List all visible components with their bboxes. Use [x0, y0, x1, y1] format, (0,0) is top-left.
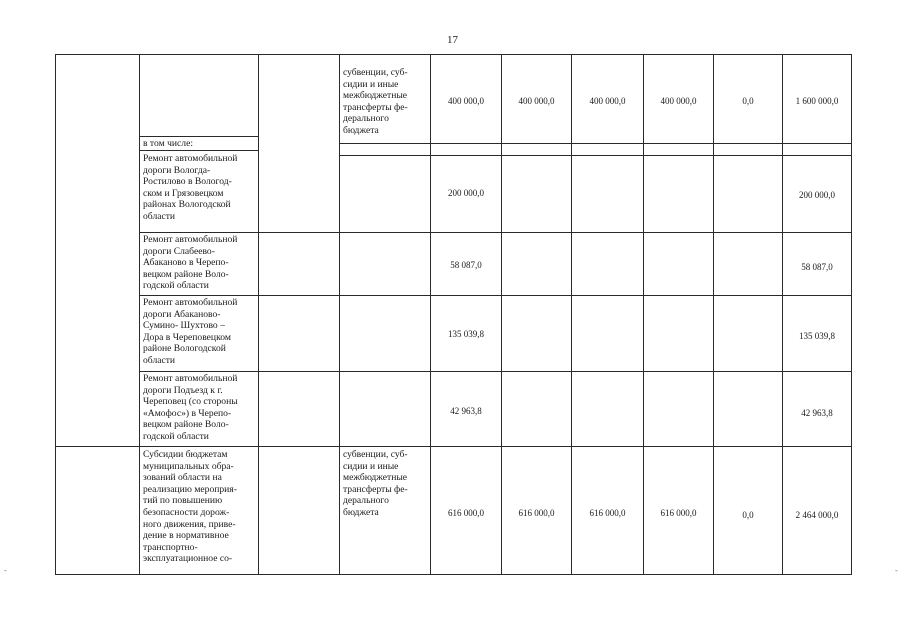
- value-cell: 58 087,0: [450, 260, 482, 270]
- column-divider: [501, 54, 502, 575]
- row-description: Ремонт автомобильной дороги Вологда- Ростилово в Вологод- ском и Грязовецком районах Вологодской области: [143, 153, 238, 222]
- table-border-right: [851, 54, 852, 575]
- page-number: 17: [447, 34, 458, 46]
- value-cell: 400 000,0: [660, 96, 697, 106]
- value-cell: 1 600 000,0: [795, 96, 839, 106]
- column-divider: [339, 54, 340, 575]
- row-description: Ремонт автомобильной дороги Абаканово- Сумино- Шухтово – Дора в Череповецком районе Вологодской области: [143, 297, 238, 366]
- row-description: Ремонт автомобильной дороги Слабеево- Абаканово в Черепо- вецком районе Воло- годской области: [143, 234, 238, 292]
- row-description: Ремонт автомобильной дороги Подъезд к г. Череповец (со стороны «Амофос») в Черепо- вецком районе Воло- годской области: [143, 373, 238, 442]
- row-divider: [139, 371, 852, 372]
- value-cell: 400 000,0: [589, 96, 626, 106]
- value-cell: 0,0: [742, 510, 754, 520]
- column-divider: [139, 54, 140, 575]
- column-divider: [782, 54, 783, 575]
- funding-source-cell: субвенции, суб- сидии и иные межбюджетные трансферты фе- дерального бюджета: [343, 67, 408, 136]
- value-cell: 135 039,8: [448, 329, 484, 339]
- table-border-top: [55, 54, 852, 55]
- table-border-left: [55, 54, 56, 575]
- row-divider: [139, 295, 852, 296]
- row-description: Субсидии бюджетам муниципальных обра- зований области на реализацию мероприя- тий по повышению безопасности дорож- ного движения, приве- дение в нормативное транспортно- эксплуатационное со-: [143, 449, 237, 565]
- value-cell: 200 000,0: [448, 188, 484, 198]
- row-divider: [340, 155, 852, 156]
- row-divider: [139, 150, 258, 151]
- value-cell: 616 000,0: [589, 508, 626, 518]
- row-divider: [340, 143, 852, 144]
- value-cell: 42 963,8: [801, 408, 833, 418]
- column-divider: [643, 54, 644, 575]
- row-divider: [139, 136, 258, 137]
- row-divider: [55, 446, 852, 447]
- row-divider: [139, 232, 852, 233]
- table-border-bottom: [55, 574, 852, 575]
- value-cell: 616 000,0: [518, 508, 555, 518]
- value-cell: 400 000,0: [448, 96, 484, 106]
- value-cell: 200 000,0: [799, 190, 835, 200]
- value-cell: 42 963,8: [450, 406, 482, 416]
- value-cell: 0,0: [742, 96, 754, 106]
- funding-source-cell: субвенции, суб- сидии и иные межбюджетные трансферты фе- дерального бюджета: [343, 449, 408, 518]
- subsection-header: в том числе:: [143, 138, 194, 149]
- value-cell: 58 087,0: [801, 262, 833, 272]
- value-cell: 400 000,0: [518, 96, 555, 106]
- value-cell: 2 464 000,0: [795, 510, 839, 520]
- value-cell: 616 000,0: [660, 508, 697, 518]
- budget-table: [55, 54, 852, 575]
- column-divider: [713, 54, 714, 575]
- column-divider: [258, 54, 259, 575]
- margin-mark-right: -: [895, 566, 898, 575]
- value-cell: 135 039,8: [799, 331, 835, 341]
- column-divider: [430, 54, 431, 575]
- margin-mark-left: -: [4, 566, 7, 575]
- column-divider: [571, 54, 572, 575]
- value-cell: 616 000,0: [448, 508, 484, 518]
